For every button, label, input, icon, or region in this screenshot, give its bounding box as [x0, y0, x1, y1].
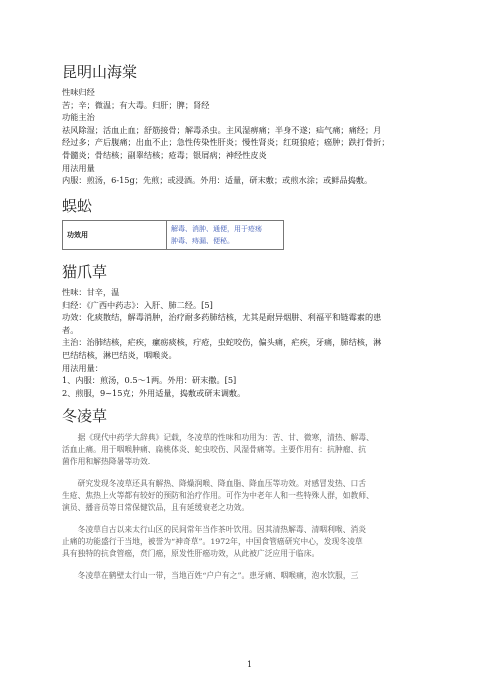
text-line: 苦；辛；微温；有大毒。归肝；脾；肾经 [62, 99, 210, 110]
text-line: 骨髓炎；骨结核；副睾结核；疮毒；银屑病；神经性皮炎 [62, 149, 267, 160]
text-line: 生疮、焦热上火等都有较好的预防和治疗作用。可作为中老年人和一些特殊人群，如教师、 [62, 491, 374, 500]
table-value [167, 221, 284, 250]
section-wugong [62, 196, 472, 250]
paragraph [62, 570, 472, 582]
paragraph [62, 524, 472, 560]
page-number: 1 [247, 660, 253, 669]
section-title: 冬凌草 [62, 407, 108, 425]
text-line: 演员、播音员等日常保健饮品，且有延缓衰老之功效。 [62, 503, 250, 512]
section-kunming [62, 62, 472, 187]
section-title: 蜈蚣 [62, 197, 93, 215]
text-line: 2、煎服，9~15克；外用适量，捣敷或研末调敷。 [62, 387, 246, 398]
text-line: 用法用量： [62, 362, 103, 373]
text-line: 菌作用和解热降暑等功效. [62, 457, 151, 466]
text-line: 内服：煎汤，6-15g；先煎；或浸酒。外用：适量，研末敷；或煎水涂；或鲜品捣敷。 [62, 175, 373, 186]
text-line: 祛风除湿；活血止血；舒筋接骨；解毒杀虫。主风湿痹痛；半身不遂；疝气痛；痛经；月 [62, 124, 382, 135]
text-line: 主治：治肺结核，疟疾，瘰疬痰核，疔疮，虫蛇咬伤，偏头痛，疟疾，牙痛，肺结核，淋 [62, 337, 382, 348]
text-line: 者。 [62, 324, 79, 335]
text-line: 归经：《广西中药志》：入肝、肺二经。[5] [62, 299, 213, 310]
text-line: 据《现代中药学大辞典》记载，冬凌草的性味和功用为：苦、甘、微寒，清热、解毒、 [77, 433, 374, 442]
paragraph [62, 478, 472, 514]
text-line: 经过多；产后腹痛；出血不止；急性传染性肝炎；慢性肾炎；红斑狼疮；癌肿；跌打骨折； [62, 137, 390, 148]
text-line: 性味归经 [62, 87, 95, 97]
text-line: 冬凌草自古以来太行山区的民间常年当作茶叶饮用。因其清热解毒、清咽利喉、消炎 [77, 525, 367, 534]
text-line: 功能主治 [62, 112, 95, 123]
text-line: 巴结结核，淋巴结炎，咽喉炎。 [62, 349, 177, 360]
section-maozhua [62, 262, 472, 399]
paragraph [62, 432, 472, 468]
section-title: 猫爪草 [62, 263, 108, 281]
text-line: 功效：化痰散结，解毒消肿，治疗耐多药肺结核，尤其是耐异烟肼、利福平和链霉素的患 [62, 312, 382, 323]
table-line: 解毒、消肿、通便，用于疮疡 [171, 225, 262, 233]
table-line: 肿毒、痔漏、便秘。 [171, 237, 234, 245]
text-line: 用法用量 [62, 162, 95, 173]
text-line: 具有独特的抗食管癌，贲门癌，原发性肝癌功效，从此被广泛应用于临床。 [62, 549, 320, 558]
efficacy-table [62, 220, 284, 250]
table-label: 功效用 [63, 221, 167, 250]
section-dongling [62, 406, 472, 582]
text-line: 止痛的功能盛行于当地，被誉为“神奇草”。1972年，中国食管癌研究中心，发现冬凌草 [62, 537, 363, 546]
text-line: 冬凌草在鹤壁太行山一带，当地百姓“户户有之”。患牙痛、咽喉痛，泡水饮服，三 [77, 571, 359, 580]
text-line: 性味：甘辛，温 [62, 287, 120, 297]
text-line: 研究发现冬凌草还具有解热、降燥润喉、降血脂、降血压等功效。对感冒发热、口舌 [77, 479, 367, 488]
section-title: 昆明山海棠 [62, 63, 138, 81]
text-line: 1、内服：煎汤，0.5～1两。外用：研末撒。[5] [62, 375, 237, 386]
text-line: 活血止痛。用于咽喉肿痛、扁桃体炎、蛇虫咬伤、风湿骨痛等。主要作用有：抗肿瘤、抗 [62, 445, 367, 454]
